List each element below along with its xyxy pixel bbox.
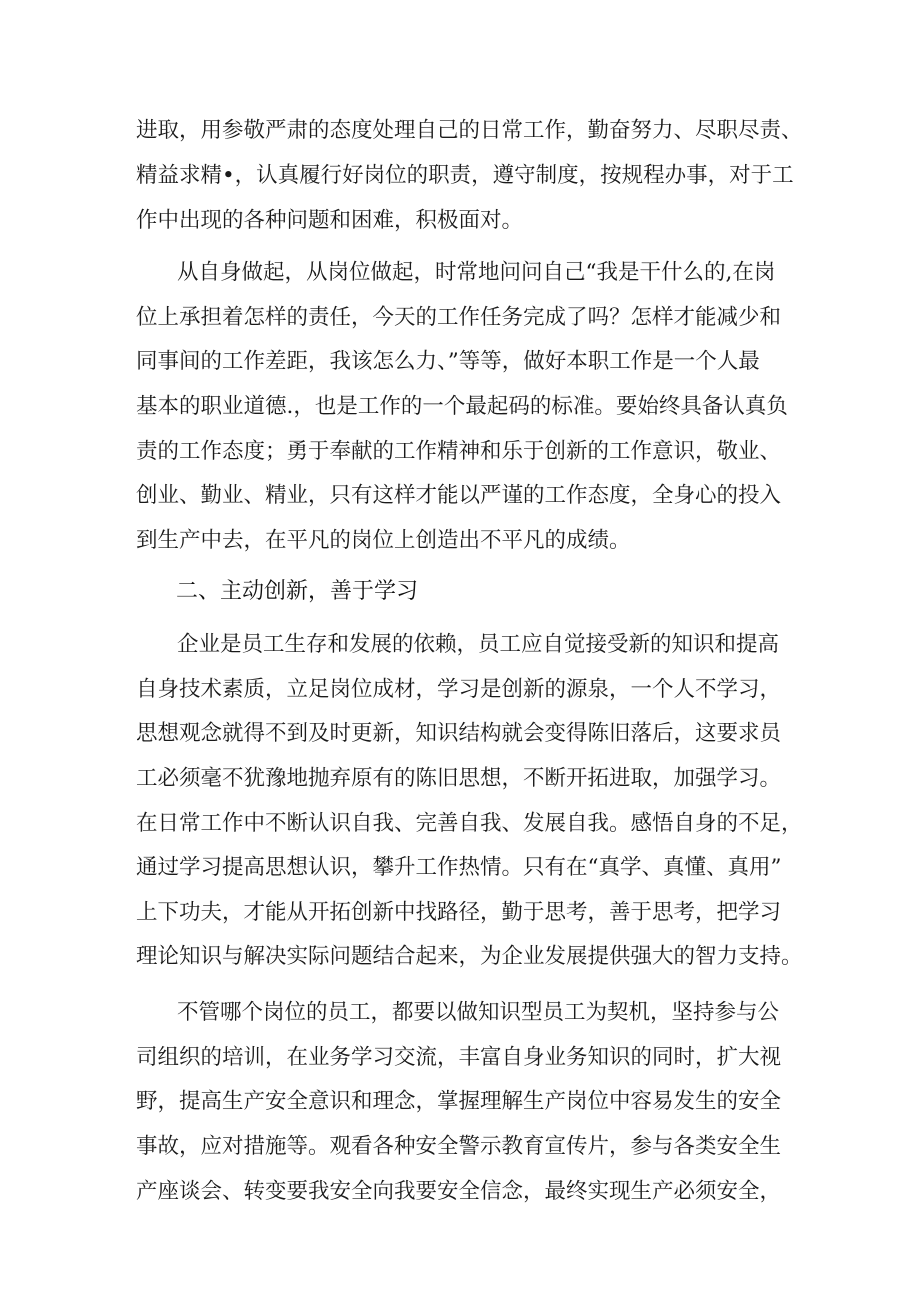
paragraph-line: 理论知识与解决实际问题结合起来，为企业发展提供强大的智力支持。 bbox=[136, 944, 803, 969]
paragraph-line: 在日常工作中不断认识自我、完善自我、发展自我。感悟自身的不足， bbox=[136, 811, 803, 836]
paragraph-line: 精益求精•，认真履行好岗位的职责，遵守制度，按规程办事，对于工 bbox=[136, 163, 794, 188]
paragraph-line: 自身技术素质，立足岗位成材，学习是创新的源泉，一个人不学习， bbox=[136, 677, 782, 702]
paragraph-line: 不管哪个岗位的员工，都要以做知识型员工为契机，坚持参与公 bbox=[177, 1000, 780, 1025]
paragraph-line: 责的工作态度；勇于奉献的工作精神和乐于创新的工作意识，敬业、 bbox=[136, 439, 782, 464]
paragraph-line: 司组织的培训，在业务学习交流，丰富自身业务知识的同时，扩大视 bbox=[136, 1045, 782, 1070]
section-heading: 二、主动创新，善于学习 bbox=[176, 579, 419, 604]
paragraph-line: 事故，应对措施等。观看各种安全警示教育宣传片，参与各类安全生 bbox=[136, 1134, 782, 1159]
paragraph-line: 进取，用参敬严肃的态度处理自己的日常工作，勤奋努力、尽职尽责、 bbox=[136, 118, 803, 143]
paragraph-line: 工必须毫不犹豫地抛弃原有的陈旧思想，不断开拓进取，加强学习。 bbox=[136, 766, 782, 791]
paragraph-line: 作中出现的各种问题和困难，积极面对。 bbox=[136, 208, 524, 233]
paragraph-line: 上下功夫，才能从开拓创新中找路径，勤于思考，善于思考，把学习 bbox=[136, 900, 782, 925]
paragraph-line: 基本的职业道德.，也是工作的一个最起码的标准。要始终具备认真负 bbox=[136, 394, 788, 419]
paragraph-line: 通过学习提高思想认识，攀升工作热情。只有在“真学、真懂、真用” bbox=[136, 855, 782, 880]
paragraph-line: 产座谈会、转变要我安全向我要安全信念，最终实现生产必须安全， bbox=[136, 1179, 782, 1204]
paragraph-line: 到生产中去，在平凡的岗位上创造出不平凡的成绩。 bbox=[136, 528, 631, 553]
paragraph-line: 野，提高生产安全意识和理念，掌握理解生产岗位中容易发生的安全 bbox=[136, 1089, 782, 1114]
paragraph-line: 企业是员工生存和发展的依赖，员工应自觉接受新的知识和提高 bbox=[177, 632, 780, 657]
paragraph-line: 位上承担着怎样的责任，今天的工作任务完成了吗？怎样才能减少和 bbox=[136, 305, 782, 330]
paragraph-line: 从自身做起，从岗位做起，时常地问问自己“我是干什么的,在岗 bbox=[177, 260, 776, 285]
paragraph-line: 同事间的工作差距，我该怎么力、”等等，做好本职工作是一个人最 bbox=[136, 349, 760, 374]
paragraph-line: 创业、勤业、精业，只有这样才能以严谨的工作态度，全身心的投入 bbox=[136, 483, 782, 508]
paragraph-line: 思想观念就得不到及时更新，知识结构就会变得陈旧落后，这要求员 bbox=[136, 721, 782, 746]
